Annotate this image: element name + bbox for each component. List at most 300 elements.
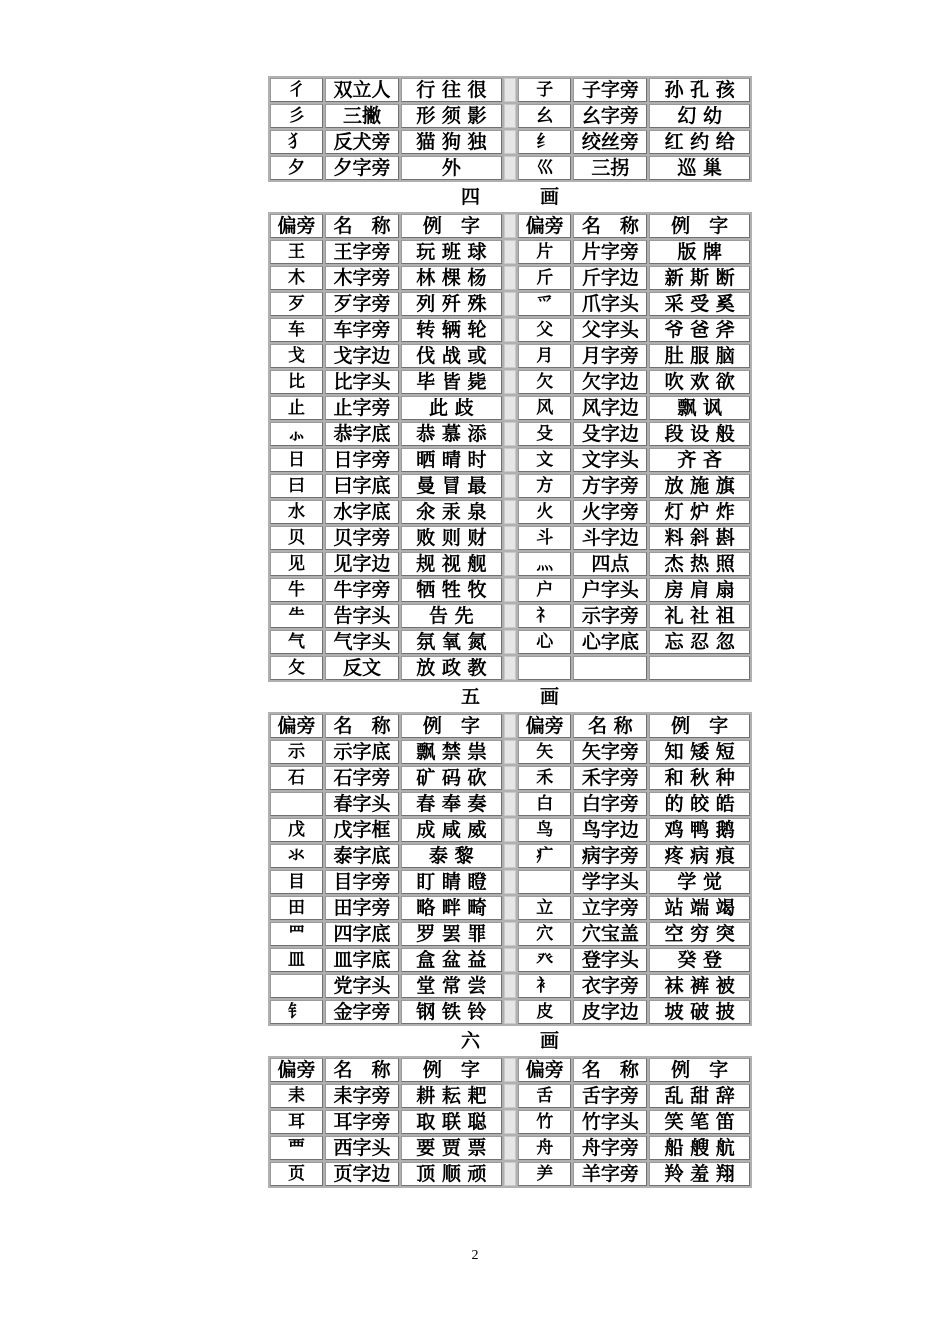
cell-examples: 放 政 教 <box>401 656 502 680</box>
cell-examples: 飘 讽 <box>649 396 750 420</box>
cell-name: 戊字框 <box>325 818 399 842</box>
cell-radical: 日 <box>270 448 323 472</box>
table-row <box>270 396 750 420</box>
cell-examples: 行 往 很 <box>401 78 502 102</box>
table-row <box>270 604 750 628</box>
cell-radical: 目 <box>270 870 323 894</box>
cell-examples: 站 端 竭 <box>649 896 750 920</box>
cell-examples: 告 先 <box>401 604 502 628</box>
cell-examples: 癸 登 <box>649 948 750 972</box>
table-row <box>270 948 750 972</box>
column-divider <box>504 500 517 524</box>
table-row <box>270 792 750 816</box>
column-divider <box>504 552 517 576</box>
cell-examples: 猫 狗 独 <box>401 130 502 154</box>
cell-name: 石字旁 <box>325 766 399 790</box>
cell-examples: 鸡 鸭 鹅 <box>649 818 750 842</box>
cell-name: 告字头 <box>325 604 399 628</box>
cell-name: 金字旁 <box>325 1000 399 1024</box>
table-row <box>270 266 750 290</box>
cell-name: 曰字底 <box>325 474 399 498</box>
cell-examples: 袜 裤 被 <box>649 974 750 998</box>
cell-name <box>573 656 647 680</box>
cell-radical: 彳 <box>270 78 323 102</box>
cell-examples: 吹 欢 欲 <box>649 370 750 394</box>
cell-examples: 空 穷 突 <box>649 922 750 946</box>
cell-name: 学字头 <box>573 870 647 894</box>
cell-radical: 水 <box>270 500 323 524</box>
cell-radical: 巛 <box>518 156 571 180</box>
cell-examples: 盒 盆 益 <box>401 948 502 972</box>
cell-examples: 牺 牲 牧 <box>401 578 502 602</box>
cell-radical: 月 <box>518 344 571 368</box>
column-divider <box>504 922 517 946</box>
cell-name: 田字旁 <box>325 896 399 920</box>
cell-name: 心字底 <box>573 630 647 654</box>
cell-examples: 毕 皆 毙 <box>401 370 502 394</box>
cell-radical: 彡 <box>270 104 323 128</box>
column-divider <box>504 578 517 602</box>
cell-examples: 段 设 般 <box>649 422 750 446</box>
cell-radical <box>518 870 571 894</box>
cell-name: 片字旁 <box>573 240 647 264</box>
cell-radical: 殳 <box>518 422 571 446</box>
cell-name: 子字旁 <box>573 78 647 102</box>
cell-name: 西字头 <box>325 1136 399 1160</box>
cell-name: 恭字底 <box>325 422 399 446</box>
column-divider <box>504 948 517 972</box>
table-row <box>270 974 750 998</box>
cell-examples: 堂 常 尝 <box>401 974 502 998</box>
cell-examples: 房 肩 扇 <box>649 578 750 602</box>
cell-radical <box>270 974 323 998</box>
cell-radical: 页 <box>270 1162 323 1186</box>
cell-name: 衣字旁 <box>573 974 647 998</box>
cell-examples <box>649 656 750 680</box>
header-examples: 例 字 <box>401 1058 502 1082</box>
column-divider <box>504 1136 517 1160</box>
cell-radical: 片 <box>518 240 571 264</box>
cell-examples: 败 则 财 <box>401 526 502 550</box>
column-divider <box>504 104 517 128</box>
radical-table <box>268 212 752 682</box>
cell-radical: 爫 <box>518 292 571 316</box>
cell-name: 文字头 <box>573 448 647 472</box>
cell-radical <box>518 656 571 680</box>
table-row <box>270 370 750 394</box>
cell-examples: 采 受 奚 <box>649 292 750 316</box>
cell-examples: 春 奉 奏 <box>401 792 502 816</box>
cell-name: 竹字头 <box>573 1110 647 1134</box>
cell-examples: 顶 顺 顽 <box>401 1162 502 1186</box>
column-divider <box>504 1084 517 1108</box>
cell-name: 日字旁 <box>325 448 399 472</box>
header-examples: 例 字 <box>401 214 502 238</box>
cell-name: 穴宝盖 <box>573 922 647 946</box>
cell-radical: 车 <box>270 318 323 342</box>
column-divider <box>504 370 517 394</box>
cell-radical: 歹 <box>270 292 323 316</box>
cell-examples: 罗 罢 罪 <box>401 922 502 946</box>
cell-radical: 田 <box>270 896 323 920</box>
header-radical: 偏旁 <box>270 714 323 738</box>
cell-name: 戈字边 <box>325 344 399 368</box>
column-divider <box>504 792 517 816</box>
cell-radical: 钅 <box>270 1000 323 1024</box>
cell-radical: 纟 <box>518 130 571 154</box>
column-divider <box>504 974 517 998</box>
table-row <box>270 344 750 368</box>
cell-radical: 矢 <box>518 740 571 764</box>
cell-radical: 幺 <box>518 104 571 128</box>
cell-name: 父字头 <box>573 318 647 342</box>
cell-name: 三撇 <box>325 104 399 128</box>
table-row <box>270 318 750 342</box>
cell-name: 方字旁 <box>573 474 647 498</box>
radical-table <box>268 1056 752 1188</box>
cell-name: 登字头 <box>573 948 647 972</box>
cell-radical: 文 <box>518 448 571 472</box>
cell-examples: 列 歼 殊 <box>401 292 502 316</box>
cell-radical: 灬 <box>518 552 571 576</box>
cell-examples: 盯 睛 瞪 <box>401 870 502 894</box>
cell-radical: 皿 <box>270 948 323 972</box>
cell-radical: 白 <box>518 792 571 816</box>
column-divider <box>504 818 517 842</box>
cell-examples: 此 歧 <box>401 396 502 420</box>
cell-examples: 知 矮 短 <box>649 740 750 764</box>
column-divider <box>504 266 517 290</box>
cell-name: 泰字底 <box>325 844 399 868</box>
cell-radical: 木 <box>270 266 323 290</box>
header-name: 名 称 <box>573 1058 647 1082</box>
cell-radical: 戈 <box>270 344 323 368</box>
cell-radical: 氺 <box>270 844 323 868</box>
column-divider <box>504 78 517 102</box>
table-row <box>270 292 750 316</box>
cell-examples: 恭 慕 添 <box>401 422 502 446</box>
cell-name: 绞丝旁 <box>573 130 647 154</box>
table-row <box>270 1110 750 1134</box>
cell-examples: 的 皎 皓 <box>649 792 750 816</box>
cell-radical: 立 <box>518 896 571 920</box>
column-divider <box>504 714 517 738</box>
cell-name: 夕字旁 <box>325 156 399 180</box>
cell-examples: 晒 晴 时 <box>401 448 502 472</box>
cell-radical: 犭 <box>270 130 323 154</box>
cell-radical: 斤 <box>518 266 571 290</box>
table-row <box>270 130 750 154</box>
header-name: 名 称 <box>573 214 647 238</box>
column-divider <box>504 156 517 180</box>
cell-radical: 示 <box>270 740 323 764</box>
column-divider <box>504 292 517 316</box>
cell-name: 反文 <box>325 656 399 680</box>
cell-examples: 和 秋 种 <box>649 766 750 790</box>
header-name: 名 称 <box>573 714 647 738</box>
column-divider <box>504 214 517 238</box>
cell-radical: 罒 <box>270 922 323 946</box>
cell-radical: 气 <box>270 630 323 654</box>
cell-examples: 玩 班 球 <box>401 240 502 264</box>
cell-name: 殳字边 <box>573 422 647 446</box>
column-divider <box>504 526 517 550</box>
cell-name: 贝字旁 <box>325 526 399 550</box>
column-divider <box>504 1000 517 1024</box>
cell-examples: 红 约 给 <box>649 130 750 154</box>
cell-examples: 规 视 舰 <box>401 552 502 576</box>
cell-name: 比字头 <box>325 370 399 394</box>
header-examples: 例 字 <box>649 214 750 238</box>
cell-examples: 氛 氧 氮 <box>401 630 502 654</box>
cell-examples: 坡 破 披 <box>649 1000 750 1024</box>
cell-name: 双立人 <box>325 78 399 102</box>
cell-name: 户字头 <box>573 578 647 602</box>
column-divider <box>504 844 517 868</box>
section-title: 四画 <box>460 186 619 208</box>
cell-radical: 皮 <box>518 1000 571 1024</box>
cell-examples: 灯 炉 炸 <box>649 500 750 524</box>
cell-examples: 取 联 聪 <box>401 1110 502 1134</box>
cell-name: 月字旁 <box>573 344 647 368</box>
header-examples: 例 字 <box>649 1058 750 1082</box>
cell-examples: 巡 巢 <box>649 156 750 180</box>
table-row <box>270 1136 750 1160</box>
cell-radical: 贝 <box>270 526 323 550</box>
cell-name: 耳字旁 <box>325 1110 399 1134</box>
cell-examples: 飘 禁 祟 <box>401 740 502 764</box>
cell-radical: 止 <box>270 396 323 420</box>
cell-examples: 幻 幼 <box>649 104 750 128</box>
column-divider <box>504 896 517 920</box>
cell-examples: 乱 甜 辞 <box>649 1084 750 1108</box>
header-examples: 例 字 <box>401 714 502 738</box>
cell-examples: 成 咸 威 <box>401 818 502 842</box>
cell-radical: 户 <box>518 578 571 602</box>
cell-examples: 林 棵 杨 <box>401 266 502 290</box>
cell-name: 三拐 <box>573 156 647 180</box>
cell-examples: 版 牌 <box>649 240 750 264</box>
header-examples: 例 字 <box>649 714 750 738</box>
cell-radical: 鸟 <box>518 818 571 842</box>
table-row <box>270 766 750 790</box>
cell-name: 党字头 <box>325 974 399 998</box>
cell-name: 春字头 <box>325 792 399 816</box>
column-divider <box>504 630 517 654</box>
cell-radical: 见 <box>270 552 323 576</box>
table-row <box>270 422 750 446</box>
cell-examples: 爷 爸 斧 <box>649 318 750 342</box>
header-radical: 偏旁 <box>518 714 571 738</box>
table-row <box>270 656 750 680</box>
cell-examples: 曼 冒 最 <box>401 474 502 498</box>
cell-name: 皿字底 <box>325 948 399 972</box>
cell-examples: 形 须 影 <box>401 104 502 128</box>
table-row <box>270 578 750 602</box>
column-divider <box>504 1110 517 1134</box>
cell-name: 禾字旁 <box>573 766 647 790</box>
cell-name: 舟字旁 <box>573 1136 647 1160</box>
cell-name: 斤字边 <box>573 266 647 290</box>
cell-name: 爪字头 <box>573 292 647 316</box>
cell-examples: 杰 热 照 <box>649 552 750 576</box>
cell-name: 见字边 <box>325 552 399 576</box>
cell-name: 王字旁 <box>325 240 399 264</box>
cell-radical: ⺶ <box>518 1162 571 1186</box>
cell-radical: 衤 <box>518 974 571 998</box>
cell-name: 车字旁 <box>325 318 399 342</box>
cell-radical: 子 <box>518 78 571 102</box>
cell-radical: 攵 <box>270 656 323 680</box>
cell-radical: 夕 <box>270 156 323 180</box>
cell-name: 页字边 <box>325 1162 399 1186</box>
header-name: 名 称 <box>325 1058 399 1082</box>
column-divider <box>504 344 517 368</box>
cell-name: 目字旁 <box>325 870 399 894</box>
column-divider <box>504 130 517 154</box>
cell-name: 耒字旁 <box>325 1084 399 1108</box>
cell-examples: 泰 黎 <box>401 844 502 868</box>
cell-radical: 疒 <box>518 844 571 868</box>
table-row <box>270 896 750 920</box>
table-header-row <box>270 214 750 238</box>
table-row <box>270 474 750 498</box>
cell-examples: 放 施 旗 <box>649 474 750 498</box>
cell-radical: 覀 <box>270 1136 323 1160</box>
cell-radical: 曰 <box>270 474 323 498</box>
cell-examples: 船 艘 航 <box>649 1136 750 1160</box>
cell-examples: 转 辆 轮 <box>401 318 502 342</box>
cell-radical: 火 <box>518 500 571 524</box>
cell-examples: 钢 铁 铃 <box>401 1000 502 1024</box>
cell-name: 幺字旁 <box>573 104 647 128</box>
cell-examples: 礼 社 祖 <box>649 604 750 628</box>
cell-examples: 笑 笔 笛 <box>649 1110 750 1134</box>
header-name: 名 称 <box>325 214 399 238</box>
cell-name: 反犬旁 <box>325 130 399 154</box>
column-divider <box>504 656 517 680</box>
column-divider <box>504 240 517 264</box>
cell-name: 示字旁 <box>573 604 647 628</box>
cell-examples: 肚 服 脑 <box>649 344 750 368</box>
page-number: 2 <box>471 1248 479 1263</box>
cell-radical: 癶 <box>518 948 571 972</box>
cell-name: 白字旁 <box>573 792 647 816</box>
cell-radical: 欠 <box>518 370 571 394</box>
cell-name: 火字旁 <box>573 500 647 524</box>
cell-radical: 心 <box>518 630 571 654</box>
cell-radical: 耒 <box>270 1084 323 1108</box>
header-radical: 偏旁 <box>270 214 323 238</box>
table-row <box>270 156 750 180</box>
cell-examples: 外 <box>401 156 502 180</box>
table-row <box>270 870 750 894</box>
table-row <box>270 526 750 550</box>
cell-name: 舌字旁 <box>573 1084 647 1108</box>
header-name: 名 称 <box>325 714 399 738</box>
cell-name: 风字边 <box>573 396 647 420</box>
cell-examples: 新 斯 断 <box>649 266 750 290</box>
cell-radical: 舌 <box>518 1084 571 1108</box>
cell-name: 立字旁 <box>573 896 647 920</box>
table-row <box>270 552 750 576</box>
cell-examples: 齐 吝 <box>649 448 750 472</box>
cell-radical: ⺗ <box>270 422 323 446</box>
cell-name: 病字旁 <box>573 844 647 868</box>
section-title: 五画 <box>460 686 619 708</box>
column-divider <box>504 474 517 498</box>
cell-examples: 料 斜 斟 <box>649 526 750 550</box>
cell-examples: 伐 战 或 <box>401 344 502 368</box>
cell-radical: 戊 <box>270 818 323 842</box>
table-row <box>270 78 750 102</box>
cell-examples: 略 畔 畸 <box>401 896 502 920</box>
cell-name: 牛字旁 <box>325 578 399 602</box>
table-row <box>270 500 750 524</box>
cell-radical: ⺧ <box>270 604 323 628</box>
header-radical: 偏旁 <box>518 214 571 238</box>
table-row <box>270 740 750 764</box>
column-divider <box>504 1162 517 1186</box>
table-row <box>270 1162 750 1186</box>
cell-name: 斗字边 <box>573 526 647 550</box>
column-divider <box>504 740 517 764</box>
cell-examples: 学 觉 <box>649 870 750 894</box>
cell-name: 木字旁 <box>325 266 399 290</box>
column-divider <box>504 870 517 894</box>
cell-name: 气字头 <box>325 630 399 654</box>
header-radical: 偏旁 <box>270 1058 323 1082</box>
cell-radical: 石 <box>270 766 323 790</box>
cell-name: 四字底 <box>325 922 399 946</box>
table-header-row <box>270 714 750 738</box>
column-divider <box>504 422 517 446</box>
cell-radical: 比 <box>270 370 323 394</box>
radical-table <box>268 76 752 182</box>
cell-name: 鸟字边 <box>573 818 647 842</box>
cell-radical <box>270 792 323 816</box>
table-row <box>270 922 750 946</box>
cell-radical: 禾 <box>518 766 571 790</box>
cell-radical: 舟 <box>518 1136 571 1160</box>
cell-name: 矢字旁 <box>573 740 647 764</box>
cell-examples: 忘 忍 忽 <box>649 630 750 654</box>
cell-radical: 牛 <box>270 578 323 602</box>
table-row <box>270 1084 750 1108</box>
column-divider <box>504 396 517 420</box>
header-radical: 偏旁 <box>518 1058 571 1082</box>
radical-sheet <box>268 76 752 1188</box>
column-divider <box>504 448 517 472</box>
cell-radical: 穴 <box>518 922 571 946</box>
table-row <box>270 240 750 264</box>
table-row <box>270 844 750 868</box>
cell-examples: 要 贾 票 <box>401 1136 502 1160</box>
cell-radical: 礻 <box>518 604 571 628</box>
cell-radical: 王 <box>270 240 323 264</box>
cell-examples: 矿 码 砍 <box>401 766 502 790</box>
cell-examples: 耕 耘 耙 <box>401 1084 502 1108</box>
radical-table <box>268 712 752 1026</box>
table-row <box>270 818 750 842</box>
table-row <box>270 630 750 654</box>
table-row <box>270 104 750 128</box>
cell-examples: 羚 羞 翔 <box>649 1162 750 1186</box>
cell-examples: 孙 孔 孩 <box>649 78 750 102</box>
column-divider <box>504 766 517 790</box>
cell-name: 皮字边 <box>573 1000 647 1024</box>
column-divider <box>504 604 517 628</box>
